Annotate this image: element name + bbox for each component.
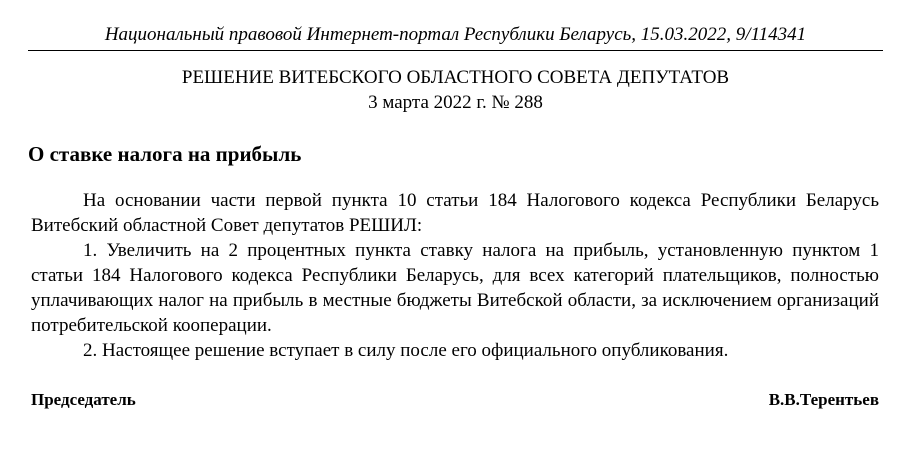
paragraph-item-1: 1. Увеличить на 2 процентных пункта ставку налога на прибыль, установленную пунктом 1 статьи 184 Налогового кодекса Республики Беларусь, для всех категорий плательщиков, полностью уплачивающих налог на прибыль в местные бюджеты Витебской области, за исключением организаций потребительской кооперации. [31,240,879,336]
signature-position: Председатель [31,390,136,409]
paragraph-item-2: 2. Настоящее решение вступает в силу после его официального опубликования. [83,340,729,361]
document-type: РЕШЕНИЕ ВИТЕБСКОГО ОБЛАСТНОГО СОВЕТА ДЕПУТАТОВ [181,67,730,88]
publication-header: Национальный правовой Интернет-портал Республики Беларусь, 15.03.2022, 9/114341 [104,24,807,45]
document-title: О ставке налога на прибыль [28,142,302,166]
header-divider [28,50,883,51]
document-body [31,188,879,363]
signature-name: В.В.Терентьев [768,390,879,409]
paragraph-preamble: На основании части первой пункта 10 статьи 184 Налогового кодекса Республики Беларусь Витебский областной Совет депутатов РЕШИЛ: [31,190,879,236]
document-date-number: 3 марта 2022 г. № 288 [368,92,543,113]
